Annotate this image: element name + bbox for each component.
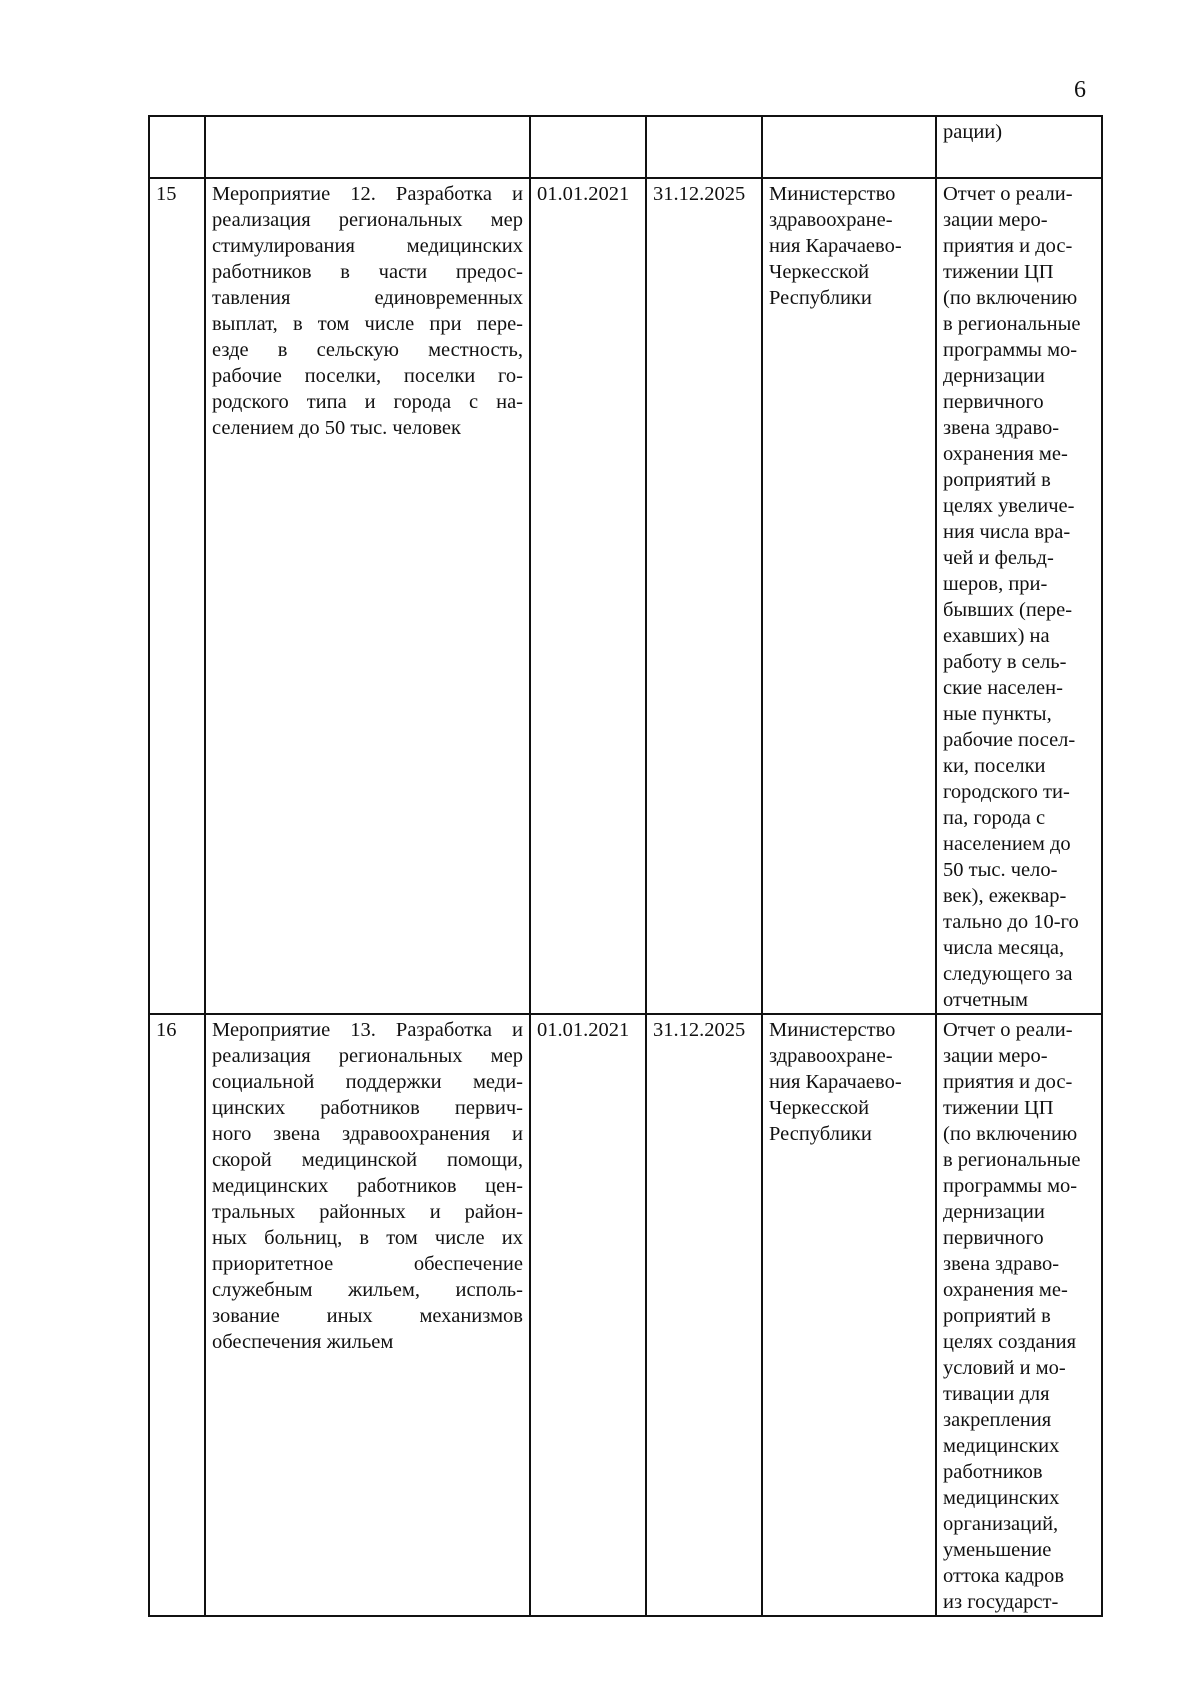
text-line: селением до 50 тыс. человек bbox=[212, 417, 461, 439]
text-line: в региональные bbox=[943, 313, 1081, 335]
cell-end-date: 31.12.2025 bbox=[646, 178, 762, 1014]
text-line: числа месяца, bbox=[943, 937, 1065, 959]
text-line: роприятий в bbox=[943, 1305, 1051, 1327]
text-line: ские населен- bbox=[943, 677, 1063, 699]
text-line: Республики bbox=[769, 1123, 872, 1145]
text-line: здравоохране- bbox=[769, 209, 893, 231]
text-line: (по включению bbox=[943, 1123, 1078, 1145]
text-line: скорой медицинской помощи, bbox=[212, 1149, 523, 1171]
text-line: уменьшение bbox=[943, 1539, 1052, 1561]
event-text bbox=[212, 1017, 523, 1355]
text-line: Министерство bbox=[769, 1019, 896, 1041]
text-line: Черкесской bbox=[769, 261, 870, 283]
page-number: 6 bbox=[1074, 77, 1086, 103]
text-line: тральных районных и район- bbox=[212, 1201, 523, 1223]
text-line: рабочие поселки, поселки го- bbox=[212, 365, 523, 387]
table-row bbox=[149, 1014, 1102, 1616]
responsible-text bbox=[769, 1017, 929, 1147]
cell-end-date-empty bbox=[646, 116, 762, 178]
cell-responsible-empty bbox=[762, 116, 936, 178]
text-line: приятия и дос- bbox=[943, 235, 1073, 257]
text-line: цинских работников первич- bbox=[212, 1097, 523, 1119]
text-line: стимулирования медицинских bbox=[212, 235, 523, 257]
text-line: обеспечения жильем bbox=[212, 1331, 394, 1353]
text-line: чей и фельд- bbox=[943, 547, 1054, 569]
text-line: медицинских bbox=[943, 1435, 1060, 1457]
cell-number: 16 bbox=[149, 1014, 205, 1616]
text-line: Мероприятие 13. Разработка и bbox=[212, 1019, 523, 1041]
text-line: ехавших) на bbox=[943, 625, 1050, 647]
text-line: выплат, в том числе при пере- bbox=[212, 313, 523, 335]
text-line: Министерство bbox=[769, 183, 896, 205]
cell-event bbox=[205, 1014, 530, 1616]
cell-number: 15 bbox=[149, 178, 205, 1014]
table-row bbox=[149, 178, 1102, 1014]
text-line: шеров, при- bbox=[943, 573, 1048, 595]
cell-report bbox=[936, 1014, 1102, 1616]
text-line: тижении ЦП bbox=[943, 261, 1054, 283]
text-line: Отчет о реали- bbox=[943, 183, 1073, 205]
text-line: работников в части предос- bbox=[212, 261, 523, 283]
text-line: тивации для bbox=[943, 1383, 1050, 1405]
text-line: первичного bbox=[943, 1227, 1044, 1249]
cell-end-date: 31.12.2025 bbox=[646, 1014, 762, 1616]
text-line: в региональные bbox=[943, 1149, 1081, 1171]
report-tail-text: рации) bbox=[943, 121, 1003, 143]
text-line: медицинских bbox=[943, 1487, 1060, 1509]
text-line: дернизации bbox=[943, 1201, 1045, 1223]
text-line: родского типа и города с на- bbox=[212, 391, 523, 413]
text-line: звена здраво- bbox=[943, 1253, 1060, 1275]
text-line: тижении ЦП bbox=[943, 1097, 1054, 1119]
cell-start-date: 01.01.2021 bbox=[530, 1014, 646, 1616]
event-text bbox=[212, 181, 523, 441]
text-line: целях создания bbox=[943, 1331, 1077, 1353]
text-line: медицинских работников цен- bbox=[212, 1175, 523, 1197]
text-line: реализация региональных мер bbox=[212, 209, 523, 231]
table-row-continuation bbox=[149, 116, 1102, 178]
text-line: городского ти- bbox=[943, 781, 1070, 803]
text-line: Мероприятие 12. Разработка и bbox=[212, 183, 523, 205]
text-line: звена здраво- bbox=[943, 417, 1060, 439]
text-line: охранения ме- bbox=[943, 443, 1068, 465]
text-line: Черкесской bbox=[769, 1097, 870, 1119]
text-line: ных больниц, в том числе их bbox=[212, 1227, 523, 1249]
text-line: приоритетное обеспечение bbox=[212, 1253, 523, 1275]
text-line: езде в сельскую местность, bbox=[212, 339, 523, 361]
text-line: реализация региональных мер bbox=[212, 1045, 523, 1067]
text-line: закрепления bbox=[943, 1409, 1052, 1431]
cell-number-empty bbox=[149, 116, 205, 178]
text-line: социальной поддержки меди- bbox=[212, 1071, 523, 1093]
text-line: ного звена здравоохранения и bbox=[212, 1123, 523, 1145]
cell-event-empty bbox=[205, 116, 530, 178]
text-line: ния Карачаево- bbox=[769, 235, 902, 257]
cell-start-date-empty bbox=[530, 116, 646, 178]
text-line: тально до 10-го bbox=[943, 911, 1079, 933]
text-line: программы мо- bbox=[943, 339, 1078, 361]
text-line: отчетным bbox=[943, 989, 1029, 1011]
report-text bbox=[943, 1017, 1095, 1615]
text-line: ния Карачаево- bbox=[769, 1071, 902, 1093]
cell-responsible bbox=[762, 178, 936, 1014]
report-text bbox=[943, 181, 1095, 1013]
text-line: век), ежеквар- bbox=[943, 885, 1067, 907]
text-line: зование иных механизмов bbox=[212, 1305, 523, 1327]
text-line: из государст- bbox=[943, 1591, 1059, 1613]
text-line: работу в сель- bbox=[943, 651, 1067, 673]
measures-table bbox=[148, 115, 1103, 1617]
text-line: организаций, bbox=[943, 1513, 1059, 1535]
text-line: зации меро- bbox=[943, 1045, 1048, 1067]
text-line: ные пункты, bbox=[943, 703, 1052, 725]
text-line: рабочие посел- bbox=[943, 729, 1076, 751]
text-line: оттока кадров bbox=[943, 1565, 1065, 1587]
text-line: ния числа вра- bbox=[943, 521, 1071, 543]
text-line: (по включению bbox=[943, 287, 1078, 309]
text-line: 50 тыс. чело- bbox=[943, 859, 1058, 881]
text-line: целях увеличе- bbox=[943, 495, 1075, 517]
text-line: зации меро- bbox=[943, 209, 1048, 231]
cell-report bbox=[936, 178, 1102, 1014]
text-line: па, города с bbox=[943, 807, 1046, 829]
cell-report-continuation bbox=[936, 116, 1102, 178]
text-line: программы мо- bbox=[943, 1175, 1078, 1197]
text-line: Республики bbox=[769, 287, 872, 309]
cell-event bbox=[205, 178, 530, 1014]
text-line: приятия и дос- bbox=[943, 1071, 1073, 1093]
text-line: Отчет о реали- bbox=[943, 1019, 1073, 1041]
text-line: здравоохране- bbox=[769, 1045, 893, 1067]
text-line: работников bbox=[943, 1461, 1043, 1483]
text-line: дернизации bbox=[943, 365, 1045, 387]
text-line: роприятий в bbox=[943, 469, 1051, 491]
text-line: условий и мо- bbox=[943, 1357, 1066, 1379]
text-line: ки, поселки bbox=[943, 755, 1046, 777]
cell-responsible bbox=[762, 1014, 936, 1616]
text-line: тавления единовременных bbox=[212, 287, 523, 309]
text-line: бывших (пере- bbox=[943, 599, 1073, 621]
text-line: первичного bbox=[943, 391, 1044, 413]
responsible-text bbox=[769, 181, 929, 311]
cell-start-date: 01.01.2021 bbox=[530, 178, 646, 1014]
text-line: следующего за bbox=[943, 963, 1073, 985]
text-line: служебным жильем, исполь- bbox=[212, 1279, 523, 1301]
text-line: охранения ме- bbox=[943, 1279, 1068, 1301]
text-line: населением до bbox=[943, 833, 1071, 855]
